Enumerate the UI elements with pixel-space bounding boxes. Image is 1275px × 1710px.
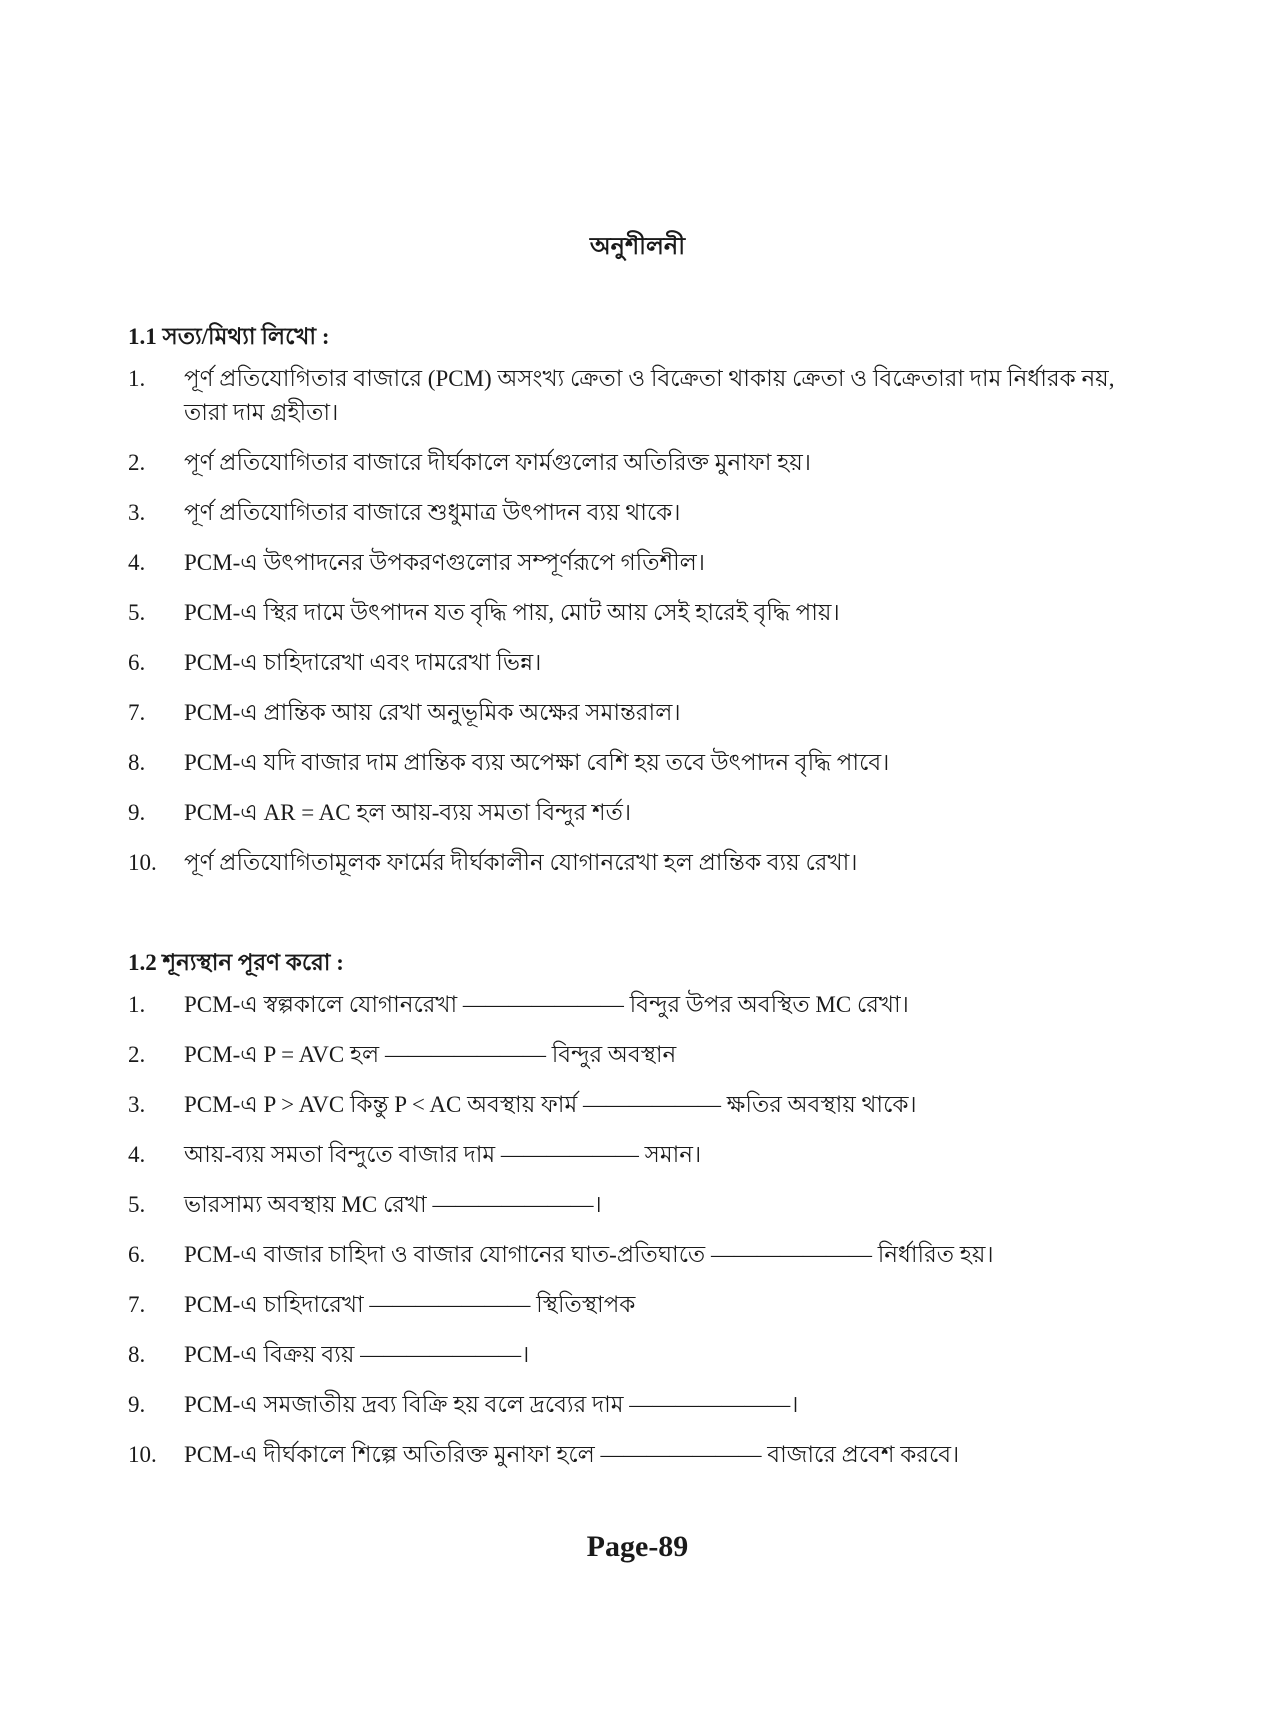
item-text: PCM-এ দীর্ঘকালে শিল্পে অতিরিক্ত মুনাফা হলে ——————— বাজারে প্রবেশ করবে। — [184, 1442, 960, 1467]
item-number: 7. — [128, 700, 146, 725]
item-text: PCM-এ সমজাতীয় দ্রব্য বিক্রি হয় বলে দ্রব্যের দাম ———————। — [184, 1392, 799, 1417]
page-heading: অনুশীলনী — [589, 234, 686, 260]
list-item — [128, 988, 1138, 1022]
item-text: PCM-এ বিক্রয় ব্যয় ———————। — [184, 1342, 530, 1367]
item-number: 3. — [128, 500, 146, 525]
item-number: 8. — [128, 1342, 146, 1367]
item-number: 4. — [128, 1142, 146, 1167]
item-text: PCM-এ স্থির দামে উৎপাদন যত বৃদ্ধি পায়, মোট আয় সেই হারেই বৃদ্ধি পায়। — [184, 600, 840, 625]
item-text: PCM-এ P > AVC কিন্তু P < AC অবস্থায় ফার্ম —————— ক্ষতির অবস্থায় থাকে। — [184, 1092, 917, 1117]
list-item — [128, 362, 1138, 430]
list-item — [128, 696, 1138, 730]
item-number: 3. — [128, 1092, 146, 1117]
item-text: পূর্ণ প্রতিযোগিতামূলক ফার্মের দীর্ঘকালীন যোগানরেখা হল প্রান্তিক ব্যয় রেখা। — [184, 850, 858, 875]
list-item — [128, 1238, 1138, 1272]
item-text: PCM-এ প্রান্তিক আয় রেখা অনুভূমিক অক্ষের সমান্তরাল। — [184, 700, 681, 725]
page-number: Page-89 — [586, 1530, 689, 1563]
item-number: 1. — [128, 366, 146, 391]
item-text: PCM-এ উৎপাদনের উপকরণগুলোর সম্পূর্ণরূপে গতিশীল। — [184, 550, 706, 575]
item-number: 10. — [128, 850, 157, 875]
item-number: 2. — [128, 450, 146, 475]
item-text: আয়-ব্যয় সমতা বিন্দুতে বাজার দাম —————— সমান। — [184, 1142, 702, 1167]
item-text: ভারসাম্য অবস্থায় MC রেখা ———————। — [184, 1192, 602, 1217]
list-item — [128, 1188, 1138, 1222]
item-number: 2. — [128, 1042, 146, 1067]
item-number: 7. — [128, 1292, 146, 1317]
item-number: 10. — [128, 1442, 157, 1467]
list-item — [128, 846, 1138, 880]
item-text: পূর্ণ প্রতিযোগিতার বাজারে শুধুমাত্র উৎপাদন ব্যয় থাকে। — [184, 500, 681, 525]
item-number: 9. — [128, 800, 146, 825]
item-number: 6. — [128, 1242, 146, 1267]
item-number: 8. — [128, 750, 146, 775]
item-number: 9. — [128, 1392, 146, 1417]
item-number: 5. — [128, 1192, 146, 1217]
list-item — [128, 1388, 1138, 1422]
list-item — [128, 496, 1138, 530]
section-title-true-false: 1.1 সত্য/মিথ্যা লিখো : — [128, 324, 330, 349]
item-text: পূর্ণ প্রতিযোগিতার বাজারে দীর্ঘকালে ফার্মগুলোর অতিরিক্ত মুনাফা হয়। — [184, 450, 811, 475]
item-text: PCM-এ বাজার চাহিদা ও বাজার যোগানের ঘাত-প্রতিঘাতে ——————— নির্ধারিত হয়। — [184, 1242, 994, 1267]
true-false-list — [128, 362, 1138, 896]
item-number: 5. — [128, 600, 146, 625]
list-item — [128, 596, 1138, 630]
list-item — [128, 1288, 1138, 1322]
list-item — [128, 446, 1138, 480]
section-title-fill-blanks: 1.2 শূন্যস্থান পূরণ করো : — [128, 950, 344, 975]
item-number: 1. — [128, 992, 146, 1017]
item-text: PCM-এ চাহিদারেখা ——————— স্থিতিস্থাপক — [184, 1292, 636, 1317]
item-text: PCM-এ চাহিদারেখা এবং দামরেখা ভিন্ন। — [184, 650, 542, 675]
item-text: PCM-এ যদি বাজার দাম প্রান্তিক ব্যয় অপেক্ষা বেশি হয় তবে উৎপাদন বৃদ্ধি পাবে। — [184, 750, 890, 775]
list-item — [128, 1138, 1138, 1172]
list-item — [128, 1338, 1138, 1372]
list-item — [128, 1438, 1138, 1472]
list-item — [128, 796, 1138, 830]
list-item — [128, 646, 1138, 680]
item-text: PCM-এ স্বল্পকালে যোগানরেখা ——————— বিন্দুর উপর অবস্থিত MC রেখা। — [184, 992, 909, 1017]
fill-blanks-list — [128, 988, 1138, 1488]
item-number: 6. — [128, 650, 146, 675]
list-item — [128, 1038, 1138, 1072]
list-item — [128, 746, 1138, 780]
item-text: PCM-এ AR = AC হল আয়-ব্যয় সমতা বিন্দুর শর্ত। — [184, 800, 632, 825]
item-text: পূর্ণ প্রতিযোগিতার বাজারে (PCM) অসংখ্য ক্রেতা ও বিক্রেতা থাকায় ক্রেতা ও বিক্রেতারা দাম নির্ধারক নয়, তারা দাম গ্রহীতা। — [184, 366, 1115, 425]
item-text: PCM-এ P = AVC হল ——————— বিন্দুর অবস্থান — [184, 1042, 677, 1067]
list-item — [128, 1088, 1138, 1122]
item-number: 4. — [128, 550, 146, 575]
list-item — [128, 546, 1138, 580]
